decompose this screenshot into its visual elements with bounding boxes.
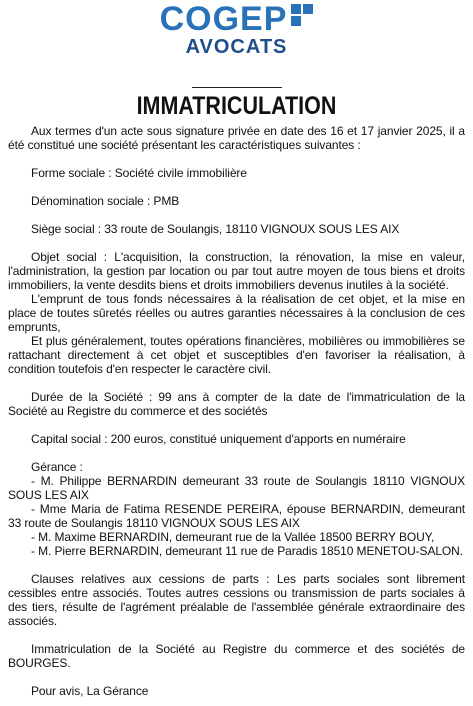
denomination-sociale: Dénomination sociale : PMB xyxy=(31,194,180,208)
logo-subtitle: AVOCATS xyxy=(185,36,288,58)
immatriculation-rcs: Immatriculation de la Société au Registre du commerce et des sociétés de BOURGES. xyxy=(8,642,465,670)
logo-squares-icon xyxy=(291,4,313,26)
notice-title: IMMATRICULATION xyxy=(136,92,337,120)
gerant-item: - M. Maxime BERNARDIN, demeurant rue de la Vallée 18500 BERRY BOUY, xyxy=(31,530,435,544)
signature-line: Pour avis, La Gérance xyxy=(31,684,149,698)
objet-operations: Et plus généralement, toutes opérations financières, mobilières ou immobilières se rattachant directement à cet objet et susceptibles d'en favoriser la réalisation, à condition toutefois d'en respecter le caractère civil. xyxy=(8,334,465,376)
objet-social: Objet social : L'acquisition, la construction, la rénovation, la mise en valeur, l'administration, la gestion par location ou par tout autre moyen de tous biens et droits immobiliers, la vente desdits biens et droits immobiliers devenus inutiles à la société. xyxy=(8,250,465,292)
siege-social: Siège social : 33 route de Soulangis, 18110 VIGNOUX SOUS LES AIX xyxy=(31,222,400,236)
duree-societe: Durée de la Société : 99 ans à compter de la date de l'immatriculation de la Société au Registre du commerce et des sociétés xyxy=(8,390,465,418)
logo-brand-text: COGEP xyxy=(159,0,288,38)
gerant-item: - M. Pierre BERNARDIN, demeurant 11 rue de Paradis 18510 MENETOU-SALON. xyxy=(31,544,463,558)
logo-brand xyxy=(160,2,314,36)
gerant-item: - Mme Maria de Fatima RESENDE PEREIRA, épouse BERNARDIN, demeurant 33 route de Soulangis 18110 VIGNOUX SOUS LES AIX xyxy=(8,502,465,530)
objet-emprunt: L'emprunt de tous fonds nécessaires à la réalisation de cet objet, et la mise en place de toutes sûretés réelles ou autres garanties nécessaires à la conclusion de ces emprunts, xyxy=(8,292,465,334)
clauses-cessions: Clauses relatives aux cessions de parts : Les parts sociales sont librement cessibles entre associés. Toutes autres cessions ou transmission de parts sociales à des tiers, résulte de l'agrément préalable de l'assemblée générale extraordinaire des associés. xyxy=(8,572,465,628)
gerance-heading: Gérance : xyxy=(31,460,83,474)
gerant-item: - M. Philippe BERNARDIN demeurant 33 route de Soulangis 18110 VIGNOUX SOUS LES AIX xyxy=(8,474,465,502)
notice-body xyxy=(8,124,465,698)
cogep-logo xyxy=(8,0,465,64)
forme-sociale: Forme sociale : Société civile immobilière xyxy=(31,166,247,180)
capital-social: Capital social : 200 euros, constitué uniquement d'apports en numéraire xyxy=(31,432,406,446)
intro-paragraph: Aux termes d'un acte sous signature privée en date des 16 et 17 janvier 2025, il a été constitué une société présentant les caractéristiques suivantes : xyxy=(8,124,465,152)
divider-line xyxy=(192,87,282,88)
